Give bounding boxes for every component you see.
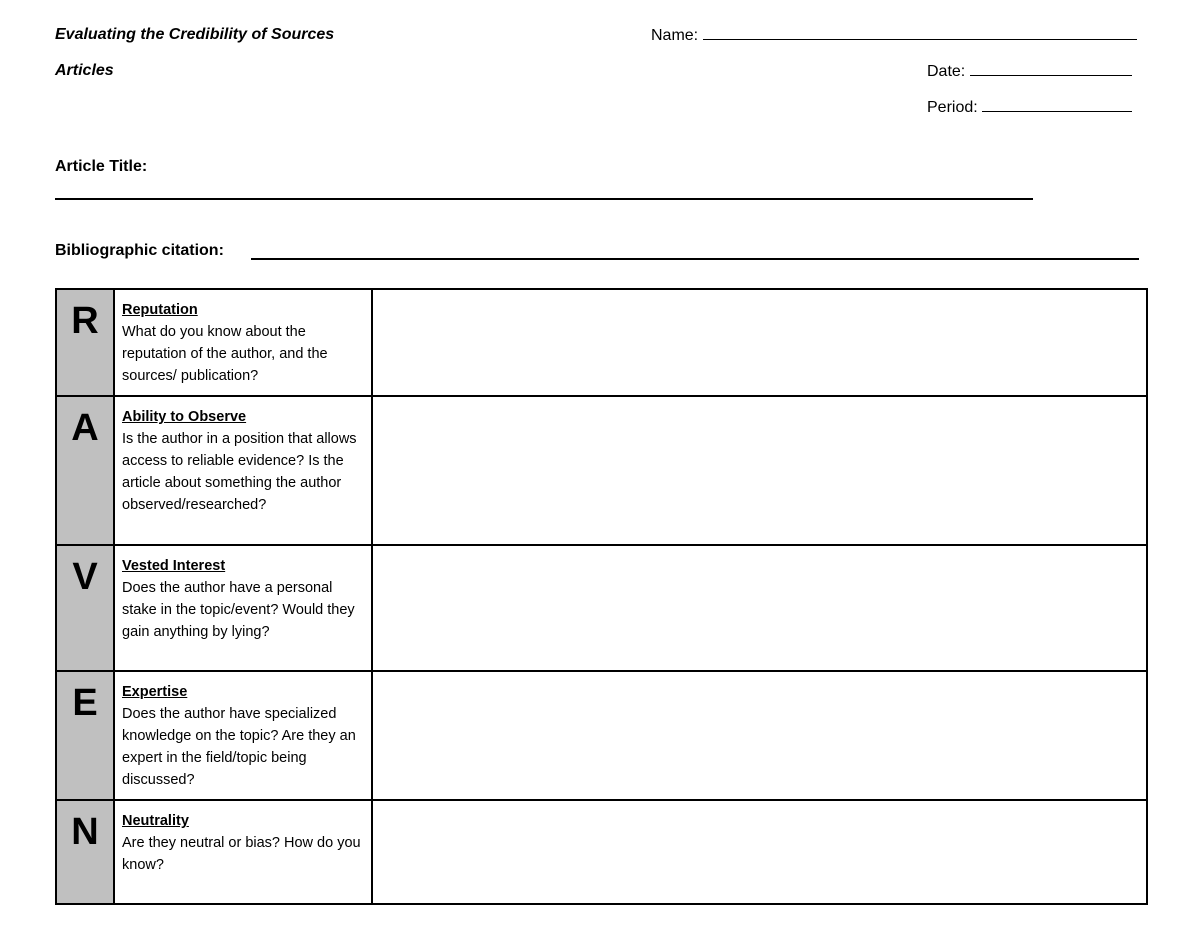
criterion-prompt: What do you know about the reputation of the author, and the sources/ publication? — [122, 324, 328, 384]
criterion-title: Vested Interest — [122, 558, 226, 574]
date-blank[interactable] — [970, 62, 1132, 76]
criterion-prompt: Does the author have specialized knowledge on the topic? Are they an expert in the field/topic being discussed? — [122, 706, 356, 788]
citation-label: Bibliographic citation: — [55, 242, 224, 259]
criterion-prompt: Is the author in a position that allows access to reliable evidence? Is the article about something the author observed/researched? — [122, 431, 357, 513]
criterion-row-expertise — [56, 671, 1147, 800]
criterion-title: Reputation — [122, 302, 198, 318]
criterion-row-reputation — [56, 289, 1147, 396]
date-label: Date: — [927, 63, 966, 80]
criterion-letter: E — [56, 671, 114, 800]
criterion-title: Expertise — [122, 684, 188, 700]
criterion-row-ability-to-observe — [56, 396, 1147, 545]
criterion-description — [114, 396, 372, 545]
criterion-letter: N — [56, 800, 114, 904]
period-label: Period: — [927, 99, 978, 116]
article-title-label: Article Title: — [55, 158, 148, 175]
criterion-answer-cell[interactable] — [372, 289, 1147, 396]
name-field[interactable] — [651, 26, 1137, 45]
criterion-description — [114, 289, 372, 396]
worksheet-title: Evaluating the Credibility of Sources — [55, 26, 335, 43]
date-field[interactable] — [927, 62, 1132, 81]
criterion-answer-cell[interactable] — [372, 800, 1147, 904]
worksheet-subtitle: Articles — [55, 62, 114, 79]
name-blank[interactable] — [703, 26, 1137, 40]
criterion-answer-cell[interactable] — [372, 396, 1147, 545]
criterion-answer-cell[interactable] — [372, 671, 1147, 800]
criterion-row-vested-interest — [56, 545, 1147, 671]
period-field[interactable] — [927, 98, 1132, 117]
criterion-description — [114, 671, 372, 800]
criterion-letter: A — [56, 396, 114, 545]
criterion-prompt: Does the author have a personal stake in the topic/event? Would they gain anything by lying? — [122, 580, 355, 640]
criterion-row-neutrality — [56, 800, 1147, 904]
criterion-title: Neutrality — [122, 813, 189, 829]
name-label: Name: — [651, 27, 699, 44]
period-blank[interactable] — [982, 98, 1132, 112]
raven-table — [55, 288, 1148, 905]
criterion-description — [114, 545, 372, 671]
criterion-letter: R — [56, 289, 114, 396]
criterion-letter: V — [56, 545, 114, 671]
criterion-prompt: Are they neutral or bias? How do you know? — [122, 835, 361, 873]
criterion-answer-cell[interactable] — [372, 545, 1147, 671]
article-title-blank[interactable] — [55, 198, 1033, 200]
criterion-description — [114, 800, 372, 904]
citation-blank[interactable] — [251, 258, 1139, 260]
criterion-title: Ability to Observe — [122, 409, 247, 425]
